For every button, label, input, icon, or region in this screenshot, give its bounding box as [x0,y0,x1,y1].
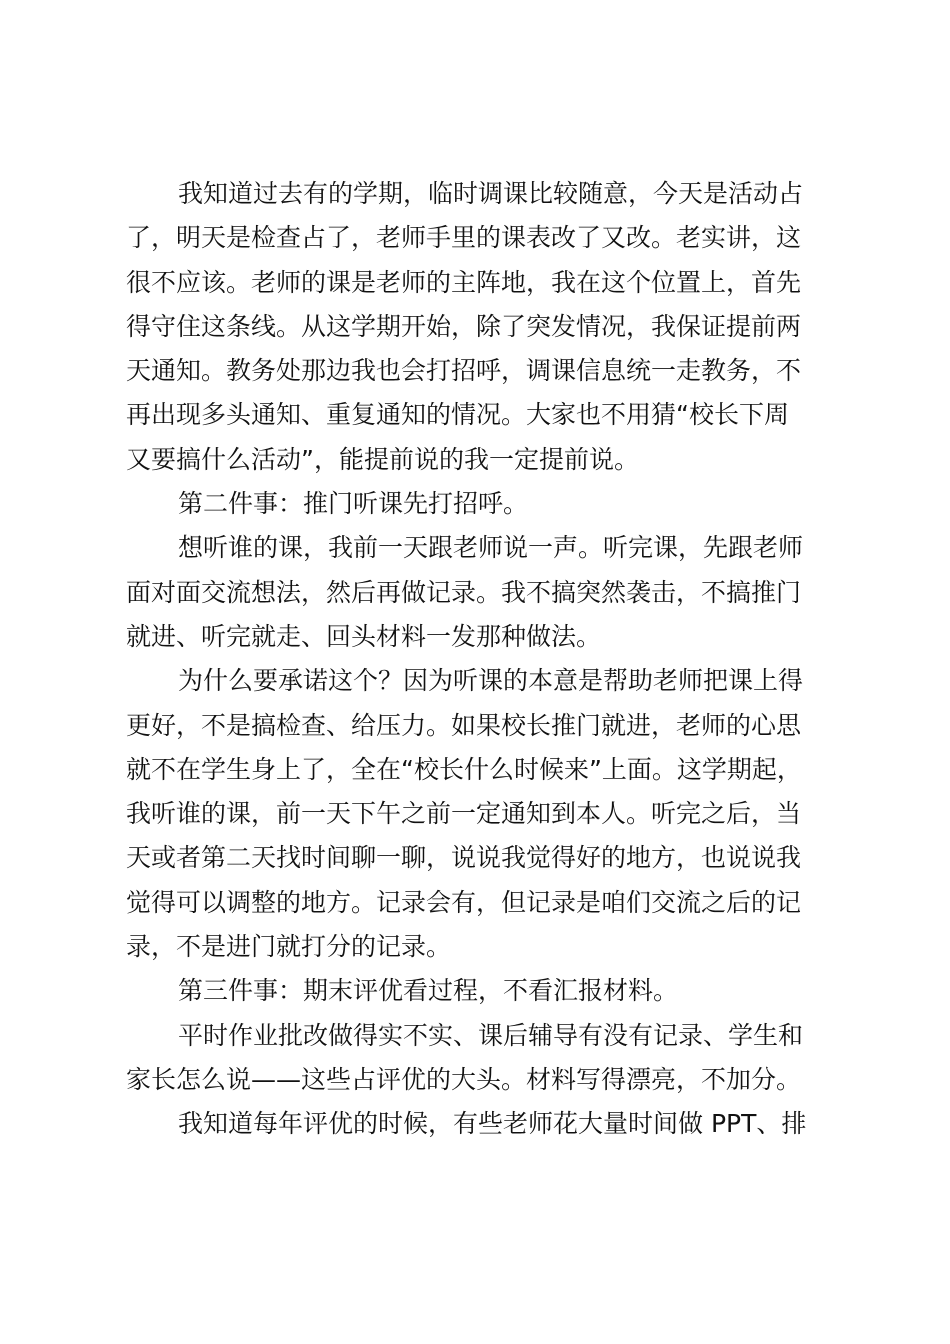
text-line: 又要搞什么活动”，能提前说的我一定提前说。 [126,444,639,474]
text-line: 得守住这条线。从这学期开始，除了突发情况，我保证提前两 [126,311,802,341]
text-line: 第三件事：期末评优看过程，不看汇报材料。 [178,976,679,1006]
document-body [126,172,846,1147]
text-line: 天通知。教务处那边我也会打招呼，调课信息统一走教务，不 [126,356,802,386]
text-line: 再出现多头通知、重复通知的情况。大家也不用猜“校长下周 [126,400,789,430]
text-line: 就不在学生身上了，全在“校长什么时候来”上面。这学期起， [126,754,802,784]
text-line: 了，明天是检查占了，老师手里的课表改了又改。老实讲，这 [126,223,802,253]
text-line: 觉得可以调整的地方。记录会有，但记录是咱们交流之后的记 [126,887,802,917]
text-line: 我知道过去有的学期，临时调课比较随意，今天是活动占 [178,179,804,208]
text-line: 平时作业批改做得实不实、课后辅导有没有记录、学生和 [178,1020,804,1050]
text-line: 很不应该。老师的课是老师的主阵地，我在这个位置上，首先 [126,267,802,297]
text-line: 我听谁的课，前一天下午之前一定通知到本人。听完之后，当 [126,799,802,829]
text-line: 更好，不是搞检查、给压力。如果校长推门就进，老师的心思 [126,710,802,740]
text-line: 家长怎么说——这些占评优的大头。材料写得漂亮，不加分。 [126,1064,802,1094]
text-line: 面对面交流想法，然后再做记录。我不搞突然袭击，不搞推门 [126,577,802,607]
text-line: 录，不是进门就打分的记录。 [126,932,452,962]
text-line: 第二件事：推门听课先打招呼。 [178,489,529,519]
text-line: 想听谁的课，我前一天跟老师说一声。听完课，先跟老师 [178,533,804,563]
text-line: 为什么要承诺这个？因为听课的本意是帮助老师把课上得 [178,666,804,696]
text-line: 我知道每年评优的时候，有些老师花大量时间做 PPT、排 [178,1109,807,1139]
text-line: 天或者第二天找时间聊一聊，说说我觉得好的地方，也说说我 [126,843,802,873]
text-line: 就进、听完就走、回头材料一发那种做法。 [126,621,602,651]
